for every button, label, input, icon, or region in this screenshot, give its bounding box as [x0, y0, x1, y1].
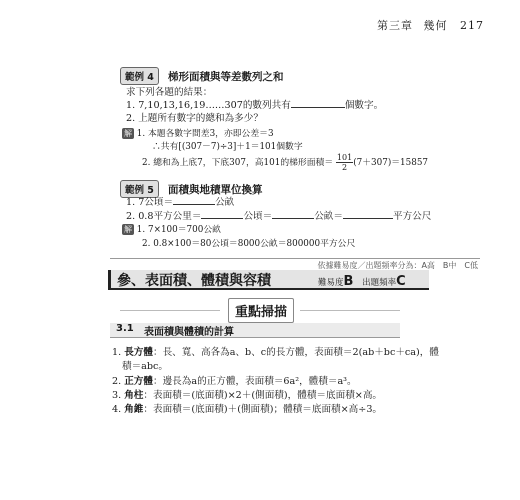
- example4-solution-2: [142, 153, 428, 172]
- example4-s1a: 1. 本題各數字間差3，亦即公差＝3: [136, 129, 274, 139]
- list-item-continued: 積＝abc。: [122, 361, 169, 372]
- example4-q1-suffix: 個數字。: [344, 100, 384, 111]
- section-title: 表面積與體積的計算: [144, 327, 234, 338]
- frequency-note: 依據難易度／出題頻率分為：A高 B中 C低: [317, 261, 478, 270]
- fraction-numerator: 101: [336, 153, 353, 162]
- difficulty-label: 難易度: [318, 278, 344, 288]
- example4-s2b: (7＋307)＝15857: [353, 158, 429, 168]
- answer-blank: [291, 99, 345, 108]
- solution-tag: 解: [124, 225, 132, 234]
- example5-q2: [126, 208, 431, 222]
- example4-heading: [120, 65, 284, 85]
- divider-line-left: [120, 310, 220, 311]
- answer-blank: [343, 210, 393, 219]
- list-item: 2. 正方體：邊長為a的正方體，表面積＝6a²，體積＝a³。: [112, 376, 357, 387]
- section-number: 3.1: [116, 323, 134, 334]
- solution-tag: 解: [124, 129, 132, 138]
- example5-solution-2: 2. 0.8×100＝80公頃＝8000公畝＝800000平方公尺: [142, 239, 356, 249]
- divider-line-right: [300, 310, 400, 311]
- item-term: 角柱: [124, 390, 144, 401]
- answer-blank: [173, 196, 215, 205]
- example4-title: 梯形面積與等差數列之和: [168, 71, 284, 83]
- item-term: 角錐: [124, 404, 144, 415]
- example5-q2-text: 2. 0.8平方公里＝: [126, 211, 202, 222]
- page-number: 217: [460, 19, 484, 32]
- chapter-meta: [318, 274, 406, 289]
- item-term: 長方體: [124, 347, 153, 358]
- item-text: ：表面積＝(底面積)×2＋(側面積)，體積＝底面積×高。: [143, 390, 383, 401]
- example5-q2-mid2: 公畝＝: [314, 211, 343, 222]
- example5-tag: 範例 5: [120, 180, 159, 198]
- divider-line: [110, 258, 480, 259]
- fraction-denominator: 2: [342, 163, 348, 172]
- item-text: ：表面積＝(底面積)＋(側面積)；體積＝底面積×高÷3。: [143, 404, 383, 415]
- example4-s2a: 2. 總和為上底7，下底307，高101的梯形面積＝: [142, 158, 334, 168]
- item-text: ：邊長為a的正方體，表面積＝6a²，體積＝a³。: [152, 376, 357, 387]
- difficulty-value: B: [343, 274, 354, 289]
- example5-q2-suffix: 平方公尺: [393, 211, 432, 222]
- example4-q1-text: 1. 7,10,13,16,19……307的數列共有: [126, 100, 291, 111]
- subject-label: 幾何: [423, 19, 448, 32]
- frequency-label: 出題頻率: [362, 278, 397, 288]
- example4-q2: 2. 上題所有數字的總和為多少？: [126, 113, 263, 124]
- example5-q1-suffix: 公畝: [215, 197, 235, 208]
- list-item: 1. 長方體：長、寬、高各為a、b、c的長方體，表面積＝2(ab＋bc＋ca)，體: [112, 347, 439, 358]
- example4-prompt: 求下列各題的結果：: [126, 87, 213, 98]
- item-term: 正方體: [124, 376, 153, 387]
- item-text: ：長、寬、高各為a、b、c的長方體，表面積＝2(ab＋bc＋ca)，體: [152, 347, 439, 358]
- frequency-value: C: [396, 274, 406, 289]
- example4-tag: 範例 4: [120, 67, 159, 85]
- chapter-title: 參、表面積、體積與容積: [117, 273, 271, 289]
- example5-q2-mid1: 公頃＝: [243, 211, 273, 222]
- example5-title: 面積與地積單位換算: [168, 184, 263, 196]
- chapter-label: 第三章: [377, 19, 413, 32]
- list-item: 4. 角錐：表面積＝(底面積)＋(側面積)；體積＝底面積×高÷3。: [112, 404, 383, 415]
- example5-q1-text: 1. 7公頃＝: [126, 197, 174, 208]
- key-points-title: 重點掃描: [228, 298, 294, 323]
- page-header: [377, 17, 484, 33]
- example5-s1: 1. 7×100＝700公畝: [136, 225, 221, 235]
- example5-solution-1: [122, 222, 221, 235]
- answer-blank: [201, 210, 243, 219]
- fraction: [336, 153, 353, 172]
- example4-solution-1b: ∴共有[(307－7)÷3]＋1＝101個數字: [152, 142, 303, 152]
- example5-q1: [126, 194, 234, 208]
- list-item: 3. 角柱：表面積＝(底面積)×2＋(側面積)，體積＝底面積×高。: [112, 390, 383, 401]
- answer-blank: [272, 210, 314, 219]
- example4-solution-1a: [122, 126, 274, 139]
- example4-q1: [126, 97, 383, 111]
